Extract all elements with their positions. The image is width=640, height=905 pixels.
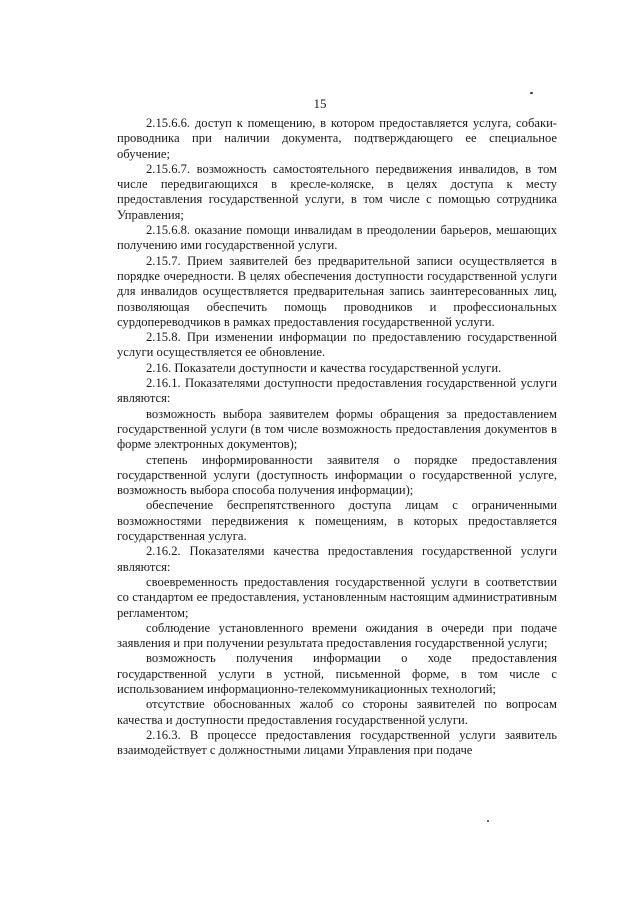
scan-speck [530,92,533,94]
list-item-unimpeded-access: обеспечение беспрепятственного доступа лицам с ограниченными возможностями передвижения к помещениям, в которых предоставляется государственная услуга. [117,498,557,544]
list-item-informedness: степень информированности заявителя о порядке предоставления государственной услуги (доступность информации о государственной услуге, возможность выбора способа получения информации); [117,452,557,498]
document-body [117,116,557,758]
paragraph-2-16-2: 2.16.2. Показателями качества предоставления государственной услуги являются: [117,544,557,574]
list-item-form-choice: возможность выбора заявителем формы обращения за предоставлением государственной услуги (в том числе возможность предоставления документов в форме электронных документов); [117,406,557,452]
scan-speck [487,820,489,822]
section-heading-2-16: 2.16. Показатели доступности и качества государственной услуги. [146,360,502,375]
list-item-timeliness: своевременность предоставления государственной услуги в соответствии со стандартом ее предоставления, установленным настоящим административным регламентом; [117,574,557,620]
paragraph-2-16-3: 2.16.3. В процессе предоставления государственной услуги заявитель взаимодействует с должностными лицами Управления при подаче [117,727,557,758]
paragraph-2-16-1: 2.16.1. Показателями доступности предоставления государственной услуги являются: [117,376,557,406]
paragraph-2-15-8: 2.15.8. При изменении информации по предоставлению государственной услуги осуществляется ее обновление. [117,330,557,360]
list-item-waiting-time: соблюдение установленного времени ожидания в очереди при подаче заявления и при получении результата предоставления государственной услуги; [117,620,557,651]
paragraph-2-15-7: 2.15.7. Прием заявителей без предварительной записи осуществляется в порядке очередности. В целях обеспечения доступности государственной услуги для инвалидов осуществляется предварительная запись заинтересованных лиц, позволяющая обеспечить помощь проводников и профессиональных сурдопереводчиков в рамках предоставления государственной услуги. [117,253,557,329]
paragraph-2-15-6-7: 2.15.6.7. возможность самостоятельного передвижения инвалидов, в том числе передвигающихся в кресле-коляске, в целях доступа к месту предоставления государственной услуги, в том числе с помощью сотрудника Управления; [117,161,557,222]
paragraph-2-15-6-8: 2.15.6.8. оказание помощи инвалидам в преодолении барьеров, мешающих получению ими государственной услуги. [117,223,557,253]
paragraph-2-15-6-6: 2.15.6.6. доступ к помещению, в котором предоставляется услуга, собаки-проводника при наличии документа, подтверждающего ее специальное обучение; [117,116,557,161]
list-item-no-complaints: отсутствие обоснованных жалоб со стороны заявителей по вопросам качества и доступности предоставления государственной услуги. [117,697,557,727]
page-number: 15 [313,96,327,111]
list-item-progress-information: возможность получения информации о ходе предоставления государственной услуги в устной, письменной форме, в том числе с использованием информационно-телекоммуникационных технологий; [117,651,557,696]
